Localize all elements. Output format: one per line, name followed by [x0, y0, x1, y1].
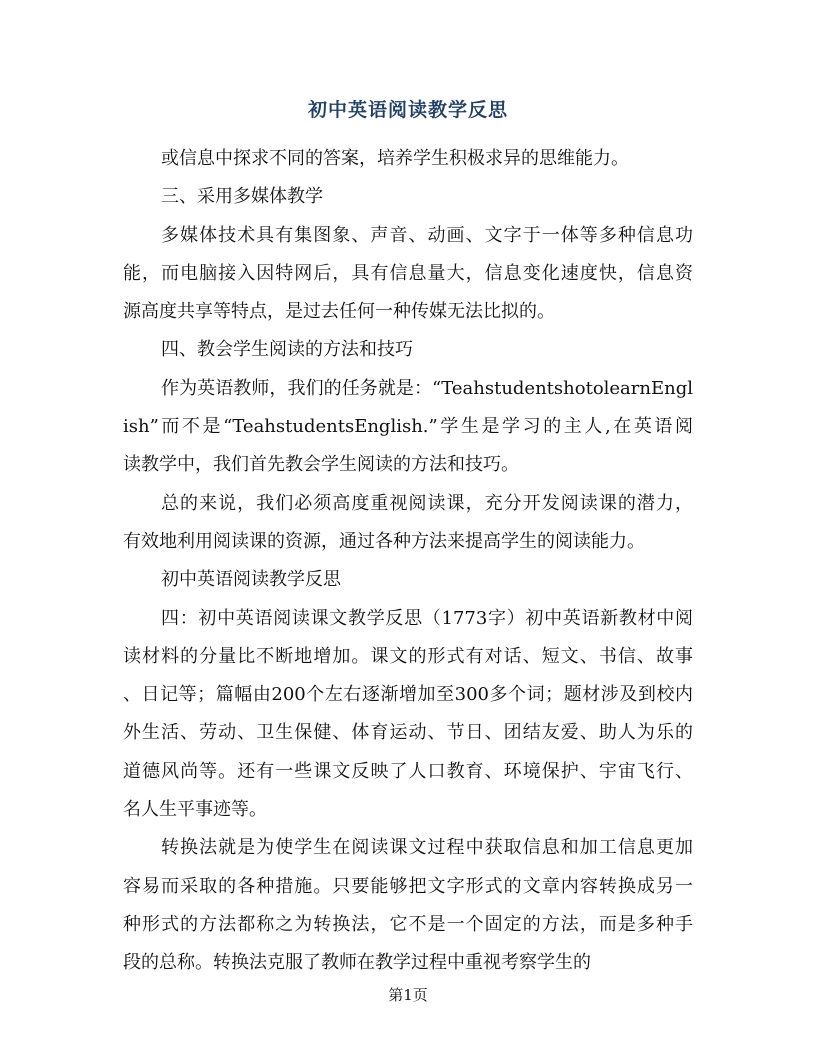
document-title: 初中英语阅读教学反思	[307, 99, 508, 121]
body-line: 作为英语教师，我们的任务就是：“TeahstudentshotolearnEngl	[161, 377, 693, 399]
body-line: 总的来说，我们必须高度重视阅读课，充分开发阅读课的潜力，	[161, 492, 693, 514]
section-heading: 四、教会学生阅读的方法和技巧	[161, 339, 413, 361]
body-line: 道德风尚等。还有一些课文反映了人口教育、环境保护、宇宙飞行、	[123, 760, 693, 782]
body-line: 转换法就是为使学生在阅读课文过程中获取信息和加工信息更加	[161, 837, 693, 859]
body-line: 、日记等；篇幅由200个左右逐渐增加至300多个词；题材涉及到校内	[123, 684, 693, 706]
body-line: 容易而采取的各种措施。只要能够把文字形式的文章内容转换成另一	[123, 875, 693, 897]
body-line: 四：初中英语阅读课文教学反思（1773字）初中英语新教材中阅	[161, 607, 693, 629]
body-line: 源高度共享等特点，是过去任何一种传媒无法比拟的。	[123, 301, 555, 323]
body-line: 有效地利用阅读课的资源，通过各种方法来提高学生的阅读能力。	[123, 530, 645, 552]
body-line: 名人生平事迹等。	[123, 799, 267, 821]
body-line: 读教学中，我们首先教会学生阅读的方法和技巧。	[123, 454, 519, 476]
body-line: 外生活、劳动、卫生保健、体育运动、节日、团结友爱、助人为乐的	[123, 722, 693, 744]
body-line: 或信息中探求不同的答案，培养学生积极求异的思维能力。	[161, 148, 629, 169]
body-line: 多媒体技术具有集图象、声音、动画、文字于一体等多种信息功	[161, 224, 693, 246]
body-line: ish”而不是“TeahstudentsEnglish.”学生是学习的主人,在英语阅	[123, 416, 693, 438]
body-line: 能，而电脑接入因特网后，具有信息量大，信息变化速度快，信息资	[123, 262, 693, 284]
body-line: 段的总称。转换法克服了教师在教学过程中重视考察学生的	[123, 952, 591, 974]
body-line: 种形式的方法都称之为转换法，它不是一个固定的方法，而是多种手	[123, 913, 693, 935]
document-body	[123, 140, 693, 983]
section-heading: 三、采用多媒体教学	[161, 186, 323, 208]
body-line: 读材料的分量比不断地增加。课文的形式有对话、短文、书信、故事	[123, 645, 693, 667]
page-number: 第1页	[388, 986, 428, 1004]
section-heading: 初中英语阅读教学反思	[161, 569, 341, 591]
